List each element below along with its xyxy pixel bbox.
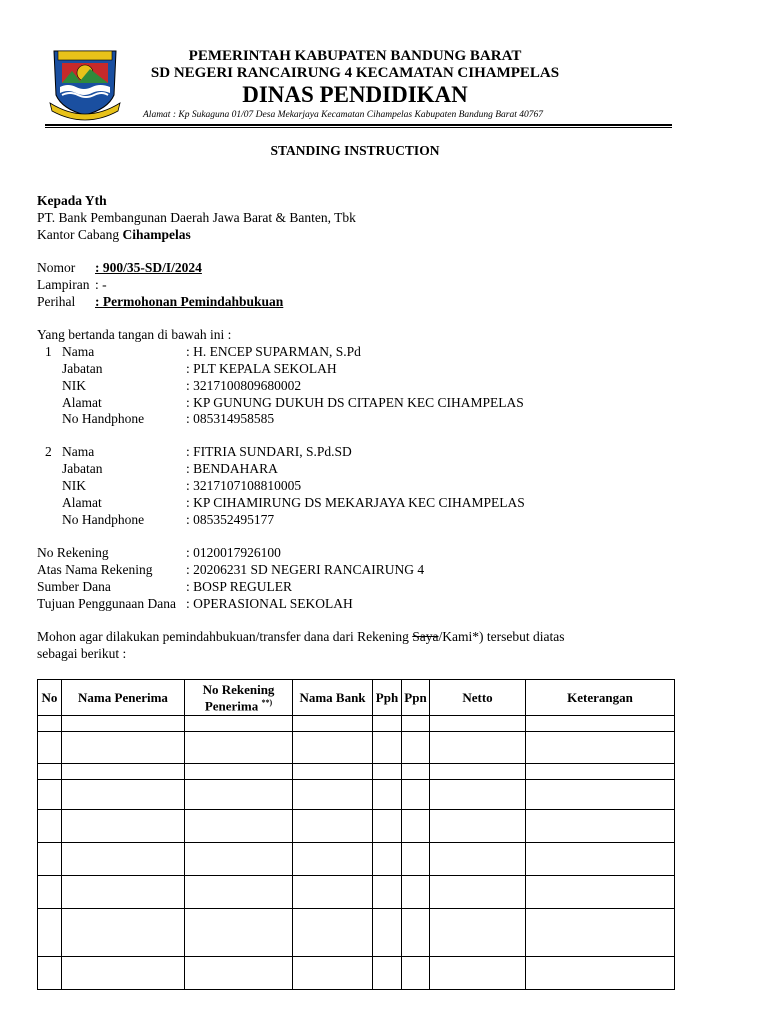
col-header-rek-line2: Penerima — [204, 698, 259, 714]
transfer-table — [37, 679, 675, 990]
nomor-label: Nomor — [37, 260, 76, 275]
signer2-nama: : FITRIA SUNDARI, S.Pd.SD — [186, 444, 352, 459]
col-header-keterangan: Keterangan — [526, 680, 675, 716]
table-row — [38, 876, 675, 909]
table-row — [38, 716, 675, 732]
request-part2: /Kami*) tersebut diatas — [438, 629, 565, 644]
perihal-label: Perihal — [37, 294, 76, 309]
col-header-rek-sup: **) — [261, 697, 273, 707]
col-header-nama-penerima: Nama Penerima — [62, 680, 185, 716]
col-header-no: No — [38, 680, 62, 716]
header-divider-thin — [45, 127, 672, 128]
recipient-branch — [37, 227, 191, 243]
intro-text: Yang bertanda tangan di bawah ini : — [37, 327, 232, 342]
sumber-dana-label: Sumber Dana — [37, 579, 111, 594]
tujuan-value: : OPERASIONAL SEKOLAH — [186, 596, 353, 611]
signer1-alamat-label: Alamat — [62, 395, 102, 410]
recipient-greeting: Kepada Yth — [37, 193, 107, 208]
regency-logo — [48, 45, 122, 121]
request-struck: Saya — [412, 629, 439, 644]
signer2-jabatan: : BENDAHARA — [186, 461, 278, 476]
table-row — [38, 843, 675, 876]
request-part1: Mohon agar dilakukan pemindahbukuan/transfer dana dari Rekening — [37, 629, 413, 644]
signer2-hp-label: No Handphone — [62, 512, 145, 527]
tujuan-label: Tujuan Penggunaan Dana — [37, 596, 176, 611]
header-address: Alamat : Kp Sukaguna 01/07 Desa Mekarjaya Kecamatan Cihampelas Kabupaten Bandung Barat 40767 — [143, 110, 544, 120]
table-row — [38, 810, 675, 843]
col-header-netto: Netto — [430, 680, 526, 716]
nomor-value: : 900/35-SD/I/2024 — [95, 260, 202, 275]
table-row — [38, 909, 675, 957]
signer1-hp-label: No Handphone — [62, 411, 145, 426]
signer1-hp: : 085314958585 — [186, 411, 275, 426]
signer2-alamat: : KP CIHAMIRUNG DS MEKARJAYA KEC CIHAMPELAS — [186, 495, 525, 510]
table-row — [38, 764, 675, 780]
header-government: PEMERINTAH KABUPATEN BANDUNG BARAT — [188, 48, 522, 64]
header-department: DINAS PENDIDIKAN — [242, 82, 468, 107]
rekening-label: No Rekening — [37, 545, 109, 560]
col-header-no-rekening — [185, 680, 293, 716]
perihal-value: : Permohonan Pemindahbukuan — [95, 294, 284, 309]
document-title: STANDING INSTRUCTION — [270, 143, 440, 158]
signer2-hp: : 085352495177 — [186, 512, 275, 527]
table-row — [38, 957, 675, 990]
col-header-nama-bank: Nama Bank — [293, 680, 373, 716]
request-text — [37, 629, 564, 645]
col-header-ppn: Ppn — [402, 680, 430, 716]
table-row — [38, 732, 675, 764]
request-line2: sebagai berikut : — [37, 646, 127, 661]
atas-nama-value: : 20206231 SD NEGERI RANCAIRUNG 4 — [186, 562, 425, 577]
sumber-dana-value: : BOSP REGULER — [186, 579, 293, 594]
signer2-nik: : 3217107108810005 — [186, 478, 302, 493]
rekening-value: : 0120017926100 — [186, 545, 281, 560]
signer1-jabatan-label: Jabatan — [62, 361, 103, 376]
signer1-nama-label: Nama — [62, 344, 95, 359]
col-header-pph: Pph — [373, 680, 402, 716]
signer1-nama: : H. ENCEP SUPARMAN, S.Pd — [186, 344, 361, 359]
signer1-jabatan: : PLT KEPALA SEKOLAH — [186, 361, 337, 376]
signer2-nik-label: NIK — [62, 478, 86, 493]
signer1-alamat: : KP GUNUNG DUKUH DS CITAPEN KEC CIHAMPELAS — [186, 395, 524, 410]
signer1-nik-label: NIK — [62, 378, 86, 393]
signer2-nama-label: Nama — [62, 444, 95, 459]
header-divider — [45, 124, 672, 126]
signer2-jabatan-label: Jabatan — [62, 461, 103, 476]
signer1-number: 1 — [45, 344, 52, 359]
col-header-rek-line1: No Rekening — [202, 681, 275, 697]
lampiran-value: : - — [95, 277, 107, 292]
lampiran-label: Lampiran — [37, 277, 90, 292]
signer1-nik: : 3217100809680002 — [186, 378, 302, 393]
atas-nama-label: Atas Nama Rekening — [37, 562, 153, 577]
signer2-alamat-label: Alamat — [62, 495, 102, 510]
table-row — [38, 780, 675, 810]
header-school: SD NEGERI RANCAIRUNG 4 KECAMATAN CIHAMPELAS — [150, 65, 560, 81]
branch-name: Cihampelas — [122, 227, 191, 242]
signer2-number: 2 — [45, 444, 52, 459]
branch-prefix: Kantor Cabang — [37, 227, 123, 242]
recipient-bank: PT. Bank Pembangunan Daerah Jawa Barat & Banten, Tbk — [37, 210, 356, 225]
